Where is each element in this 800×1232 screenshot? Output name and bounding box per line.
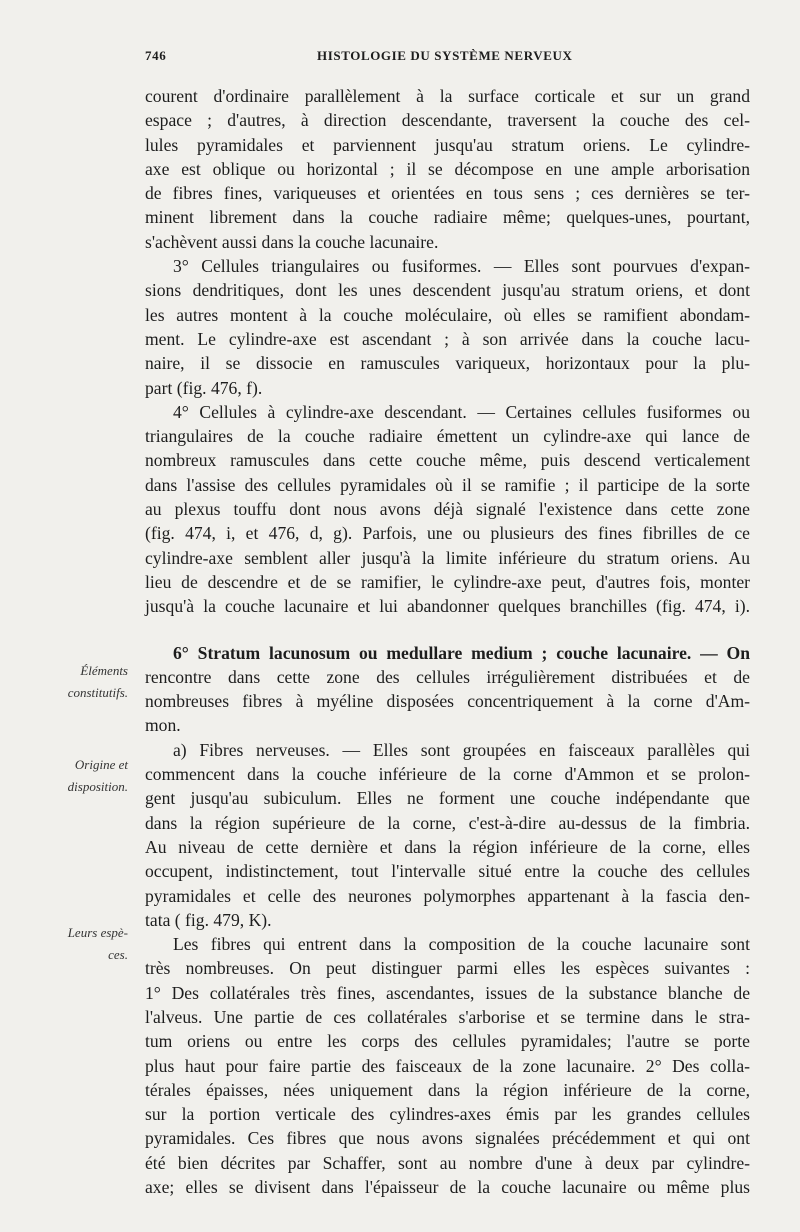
text-line: gent jusqu'au subiculum. Elles ne forment une couche indépendante que	[145, 788, 750, 809]
text-line: triangulaires de la couche radiaire émettent un cylindre-axe qui lance de	[145, 426, 750, 447]
text-line: naire, il se dissocie en ramuscules variqueux, horizontaux pour la plu-	[145, 353, 750, 374]
text-line: dans l'assise des cellules pyramidales où il se ramifie ; il participe de la sorte	[145, 474, 750, 495]
text-line: au plexus touffu dont nous avons déjà signalé l'existence dans cette zone	[145, 499, 750, 520]
text-line: jusqu'à la couche lacunaire et lui abandonner quelques branchilles (fig. 474, i).	[145, 596, 750, 617]
text-line: ment. Le cylindre-axe est ascendant ; à son arrivée dans la couche lacu-	[145, 328, 750, 349]
text-line: part (fig. 476, f).	[145, 377, 263, 398]
text-line: tata ( fig. 479, K).	[145, 909, 272, 930]
margin-note-line: disposition.	[67, 779, 128, 794]
text-line: occupent, indistinctement, tout l'intervalle situé entre la couche des cellules	[145, 861, 750, 882]
text-line: dans la région supérieure de la corne, c'est-à-dire au-dessus de la fimbria.	[145, 812, 750, 833]
text-line: cylindre-axe semblent aller jusqu'à la limite inférieure du stratum oriens. Au	[145, 547, 750, 568]
text-line: espace ; d'autres, à direction descendante, traversent la couche des cel-	[145, 110, 750, 131]
margin-note-line: Origine et	[74, 757, 128, 772]
text-line: lieu de descendre et de se ramifier, le cylindre-axe peut, d'autres fois, monter	[145, 571, 750, 592]
margin-note-line: constitutifs.	[67, 685, 128, 700]
text-line: sions dendritiques, dont les unes descendent jusqu'au stratum oriens, et dont	[145, 280, 750, 301]
text-line: nombreux ramuscules dans cette couche même, puis descend verticalement	[145, 450, 750, 471]
text-line: rencontre dans cette zone des cellules irrégulièrement distribuées et de	[145, 666, 750, 687]
text-line: été bien décrites par Schaffer, sont au nombre d'une à deux par cylindre-	[145, 1152, 750, 1173]
text-line: commencent dans la couche inférieure de la corne d'Ammon et se prolon-	[145, 764, 750, 785]
running-title: HISTOLOGIE DU SYSTÈME NERVEUX	[317, 48, 573, 63]
text-line: 1° Des collatérales très fines, ascendantes, issues de la substance blanche de	[145, 982, 750, 1003]
text-line: très nombreuses. On peut distinguer parmi elles les espèces suivantes :	[145, 958, 750, 979]
text-line: de fibres fines, variqueuses et orientées en tous sens ; ces dernières se ter-	[145, 183, 750, 204]
text-line: nombreuses fibres à myéline disposées concentriquement à la corne d'Am-	[145, 691, 750, 712]
text-line: Les fibres qui entrent dans la composition de la couche lacunaire sont	[173, 934, 750, 955]
text-line: térales épaisses, nées uniquement dans la région inférieure de la corne,	[145, 1079, 750, 1100]
margin-note-line: Leurs espè-	[67, 925, 128, 940]
text-line: les autres montent à la couche moléculaire, où elles se ramifient abondam-	[145, 304, 750, 325]
running-header	[145, 48, 750, 70]
text-line: mon.	[145, 715, 181, 736]
text-line: l'alveus. Une partie de ces collatérales s'arborise et se termine dans le stra-	[145, 1006, 750, 1027]
text-line: s'achèvent aussi dans la couche lacunaire.	[145, 231, 439, 252]
text-line: courent d'ordinaire parallèlement à la surface corticale et sur un grand	[145, 86, 750, 106]
text-line: 4° Cellules à cylindre-axe descendant. — Certaines cellules fusiformes ou	[173, 401, 750, 422]
section-gap	[145, 619, 750, 641]
text-line: 3° Cellules triangulaires ou fusiformes. — Elles sont pourvues d'expan-	[173, 256, 750, 277]
text-line: a) Fibres nerveuses. — Elles sont groupées en faisceaux parallèles qui	[173, 739, 750, 760]
text-line: axe est oblique ou horizontal ; il se décompose en une ample arborisation	[145, 158, 750, 179]
text-line: tum oriens ou entre les corps des cellules pyramidales; l'autre se porte	[145, 1031, 750, 1052]
text-line: 6° Stratum lacunosum ou medullare medium ; couche lacunaire. — On	[173, 642, 750, 663]
margin-note-origine	[0, 754, 128, 798]
text-line: lules pyramidales et parviennent jusqu'au stratum oriens. Le cylindre-	[145, 134, 750, 155]
text-line: sur la portion verticale des cylindres-axes émis par les grandes cellules	[145, 1104, 750, 1125]
margin-note-line: ces.	[108, 947, 128, 962]
text-line: (fig. 474, i, et 476, d, g). Parfois, une ou plusieurs des fines fibrilles de ce	[145, 523, 750, 544]
margin-note-especes	[0, 922, 128, 966]
text-line: axe; elles se divisent dans l'épaisseur de la couche lacunaire ou même plus	[145, 1177, 750, 1198]
body-text	[145, 84, 750, 1199]
margin-note-line: Éléments	[80, 663, 128, 678]
margin-note-elements	[0, 660, 128, 704]
text-line: plus haut pour faire partie des faisceaux de la zone lacunaire. 2° Des colla-	[145, 1055, 750, 1076]
text-line: minent librement dans la couche radiaire même; quelques-unes, pourtant,	[145, 207, 750, 228]
text-line: Au niveau de cette dernière et dans la région inférieure de la corne, elles	[145, 836, 750, 857]
text-line: pyramidales et celle des neurones polymorphes appartenant à la fascia den-	[145, 885, 750, 906]
page-number: 746	[145, 48, 167, 63]
text-line: pyramidales. Ces fibres que nous avons signalées précédemment et qui ont	[145, 1128, 750, 1149]
